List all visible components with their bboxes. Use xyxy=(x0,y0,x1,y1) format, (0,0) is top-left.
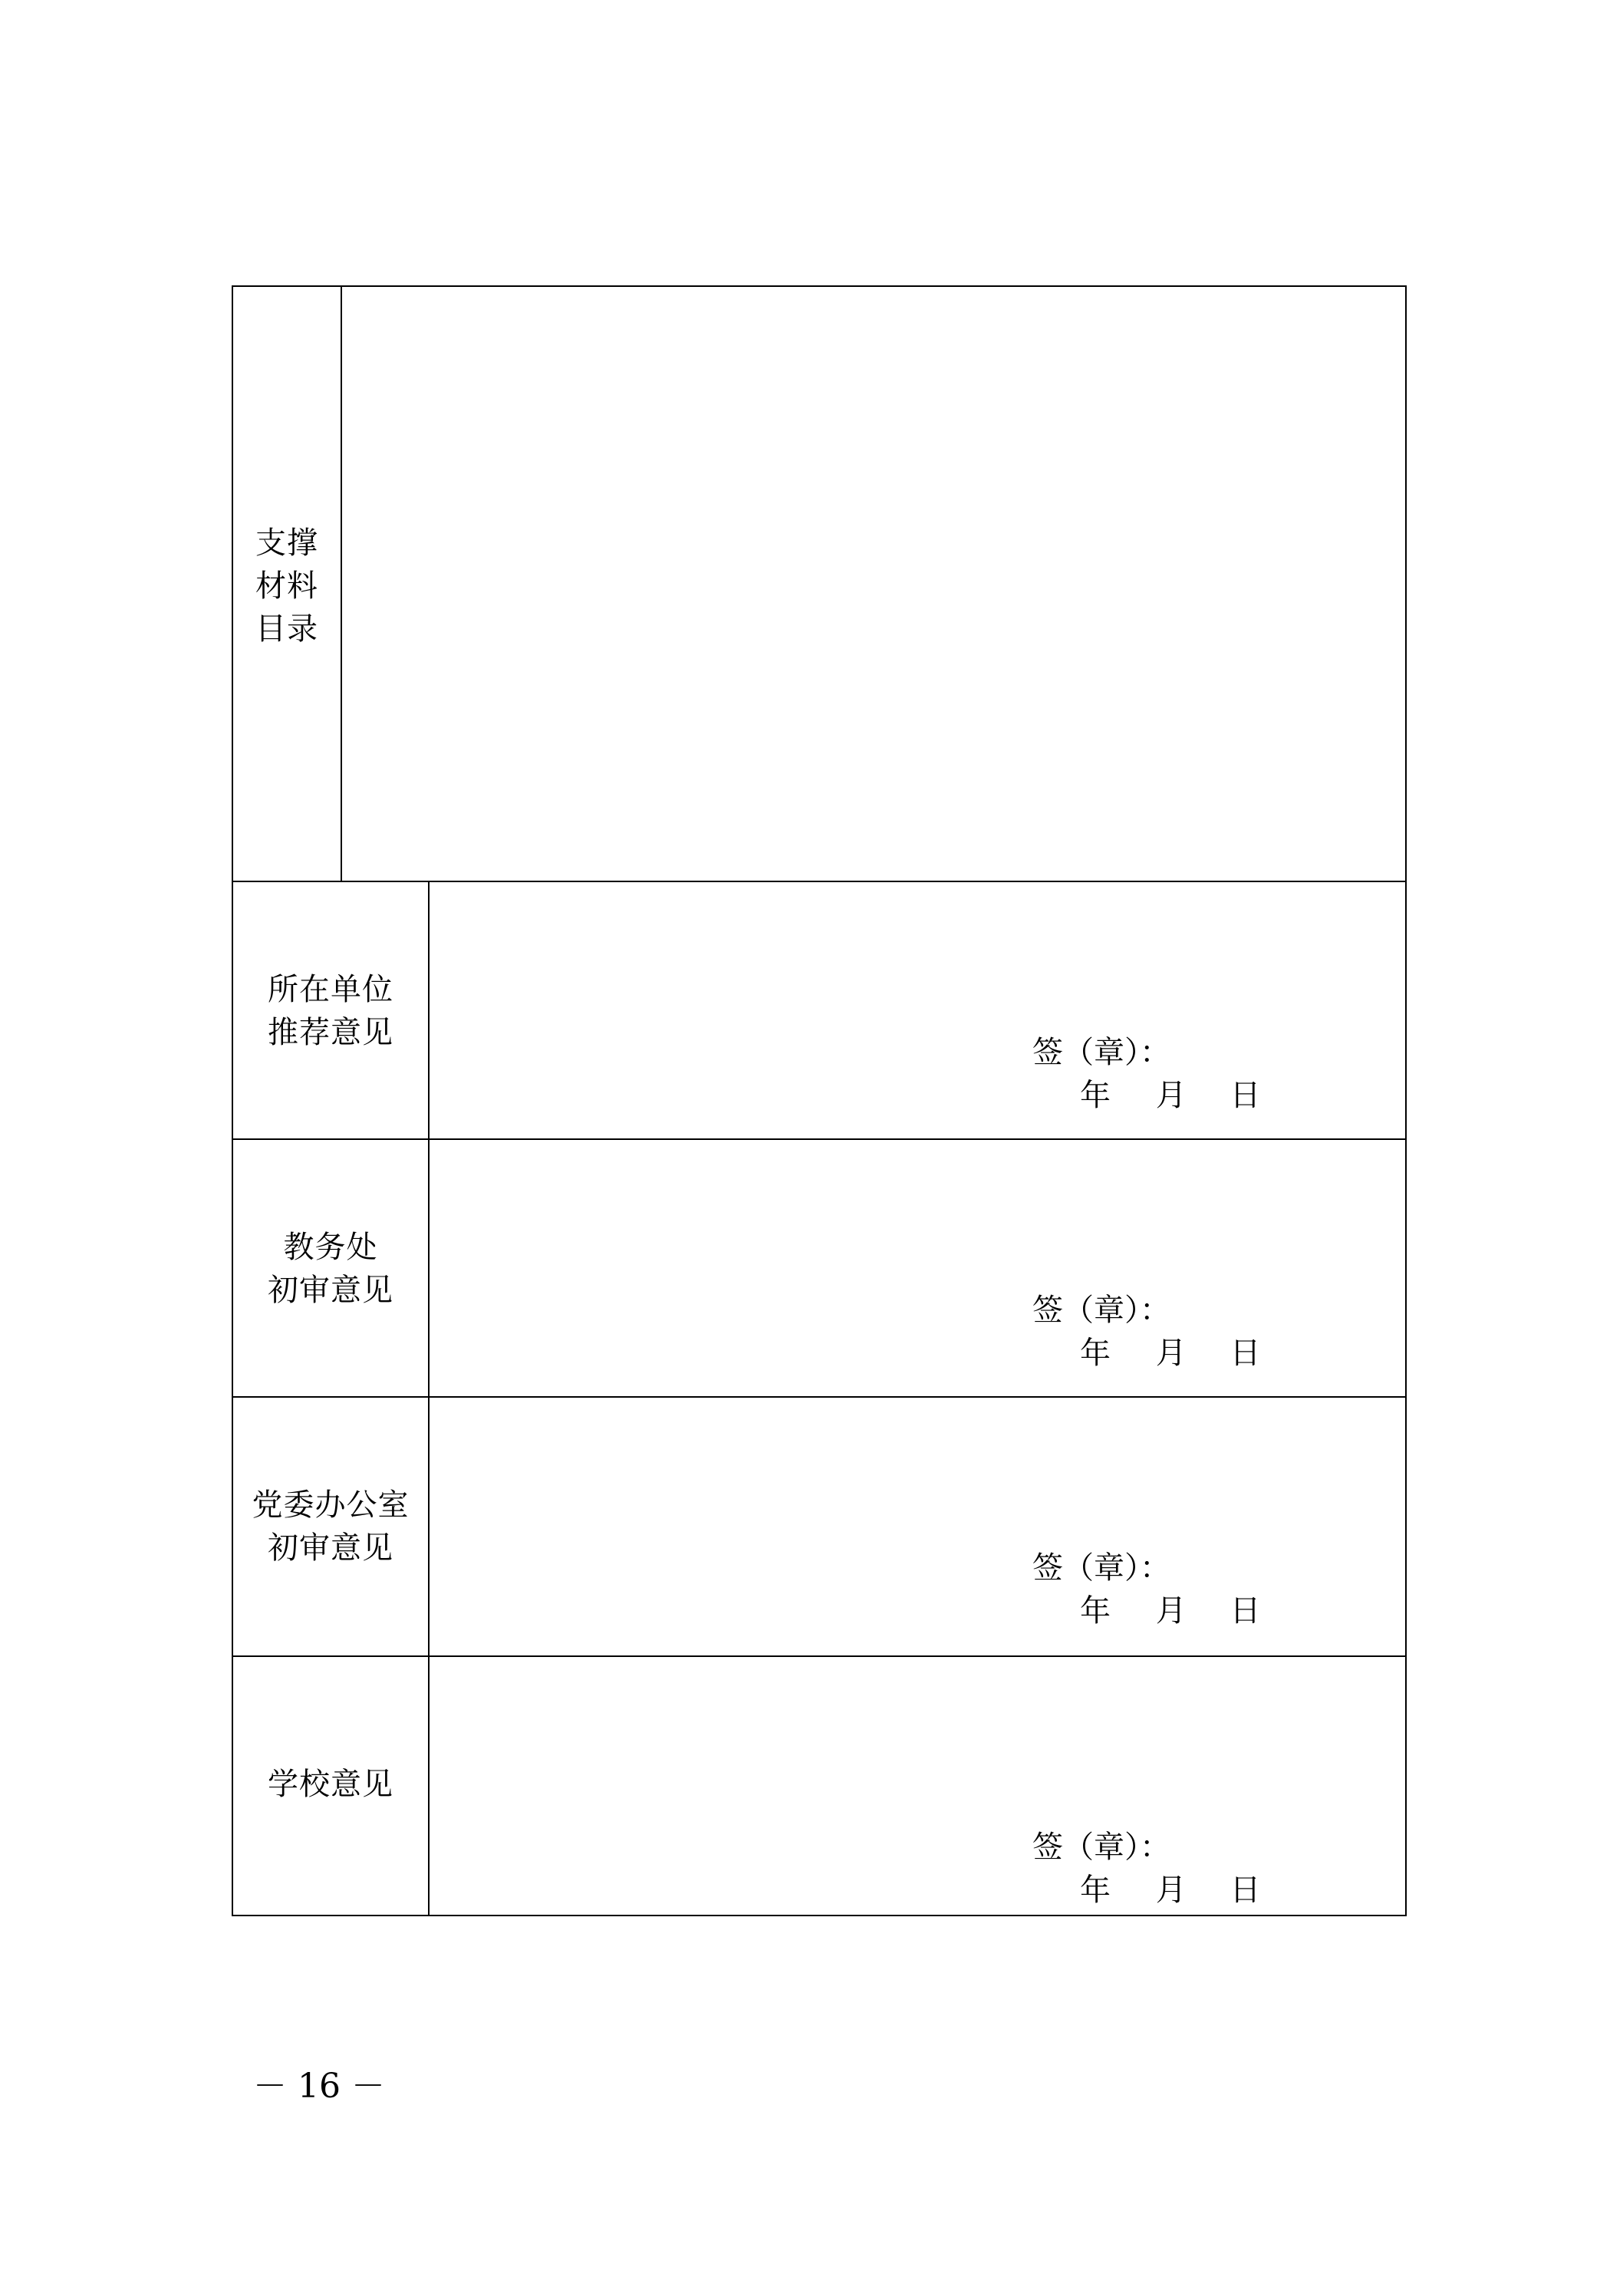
month-label: 月 xyxy=(1155,1336,1187,1371)
page-number: － 16 － xyxy=(253,2067,385,2106)
date-line xyxy=(1080,1869,1260,1912)
signature-seal-label: 签（章）： xyxy=(1032,1035,1170,1070)
unit-opinion-content[interactable] xyxy=(431,884,1404,1068)
year-label: 年 xyxy=(1080,1078,1111,1113)
year-label: 年 xyxy=(1080,1336,1111,1371)
label-line: 支撑 xyxy=(255,525,318,561)
row-divider xyxy=(232,881,1407,882)
label-line: 初审意见 xyxy=(268,1530,393,1566)
label-line: 学校意见 xyxy=(268,1767,393,1802)
day-label: 日 xyxy=(1230,1336,1261,1371)
date-line xyxy=(1080,1074,1260,1117)
day-label: 日 xyxy=(1230,1873,1261,1908)
signature-seal-label: 签（章）： xyxy=(1032,1830,1170,1865)
row-divider xyxy=(232,1396,1407,1398)
support-materials-content[interactable] xyxy=(344,288,1404,879)
month-label: 月 xyxy=(1155,1593,1187,1629)
label-line: 党委办公室 xyxy=(252,1487,410,1523)
label-school-opinion xyxy=(232,1763,430,1806)
label-line: 初审意见 xyxy=(268,1273,393,1308)
date-line xyxy=(1080,1332,1260,1375)
day-label: 日 xyxy=(1230,1593,1261,1629)
label-party-office xyxy=(232,1484,430,1570)
label-line: 教务处 xyxy=(283,1230,378,1265)
label-line: 推荐意见 xyxy=(268,1015,393,1050)
academic-affairs-content[interactable] xyxy=(431,1141,1404,1326)
signature-seal-label: 签（章）： xyxy=(1032,1550,1170,1586)
label-academic-affairs xyxy=(232,1226,430,1312)
year-label: 年 xyxy=(1080,1593,1111,1629)
day-label: 日 xyxy=(1230,1078,1261,1113)
date-line xyxy=(1080,1589,1260,1632)
month-label: 月 xyxy=(1155,1078,1187,1113)
month-label: 月 xyxy=(1155,1873,1187,1908)
label-line: 材料 xyxy=(255,568,318,604)
label-unit-recommendation xyxy=(232,968,430,1054)
school-opinion-content[interactable] xyxy=(431,1659,1404,1843)
signature-seal-label: 签（章）： xyxy=(1032,1293,1170,1328)
label-line: 目录 xyxy=(255,611,318,647)
label-line: 所在单位 xyxy=(268,972,393,1007)
party-office-content[interactable] xyxy=(431,1399,1404,1583)
year-label: 年 xyxy=(1080,1873,1111,1908)
row-divider xyxy=(232,1655,1407,1657)
row-divider xyxy=(232,1138,1407,1140)
label-support-materials xyxy=(232,522,342,651)
